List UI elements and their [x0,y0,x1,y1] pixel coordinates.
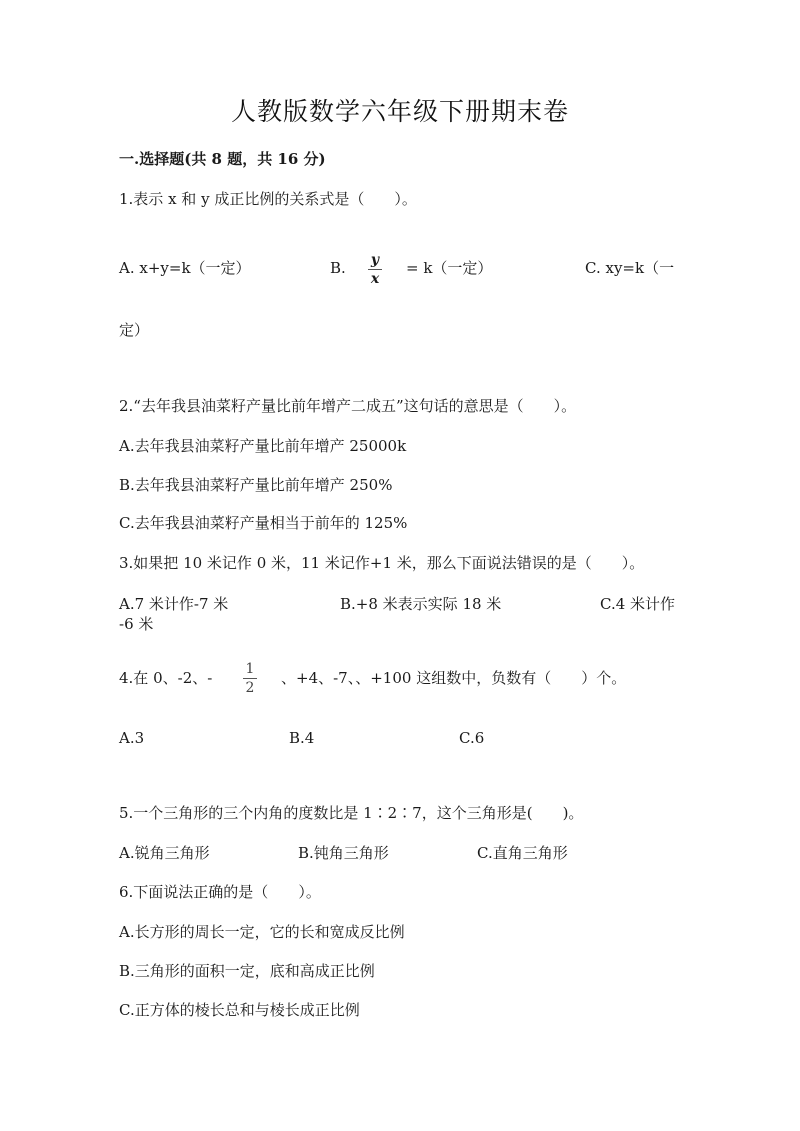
question-2-option-b: B.去年我县油菜籽产量比前年增产 250% [119,476,393,494]
question-4-stem-suffix: 、+4、-7、、+100 这组数中，负数有（ ）个。 [281,669,627,687]
question-2-stem: 2.“去年我县油菜籽产量比前年增产二成五”这句话的意思是（ ）。 [119,397,577,415]
page-title: 人教版数学六年级下册期末卷 [230,97,569,126]
question-1-option-c-continued: 定） [119,321,150,339]
fraction-bar [368,269,382,270]
question-6-stem: 6.下面说法正确的是（ ）。 [119,883,321,901]
question-2-option-a: A.去年我县油菜籽产量比前年增产 25000k [119,437,407,455]
question-3-option-c: C.4 米计作 [600,595,676,613]
question-4-stem-prefix: 4.在 0、-2、- [119,669,213,687]
question-4-option-b: B.4 [289,729,315,747]
question-3-stem: 3.如果把 10 米记作 0 米，11 米记作+1 米，那么下面说法错误的是（ ）。 [119,554,645,572]
fraction-denominator: 2 [245,680,255,696]
question-2-option-c: C.去年我县油菜籽产量相当于前年的 125% [119,514,408,532]
question-3-option-c-continued: -6 米 [119,615,154,633]
fraction-bar [243,678,257,679]
question-1-stem: 1.表示 x 和 y 成正比例的关系式是（ ）。 [119,190,417,208]
question-1-option-c: C. xy=k（一 [585,259,675,277]
question-5-stem: 5.一个三角形的三个内角的度数比是 1∶2∶7，这个三角形是( )。 [119,804,584,822]
question-3-option-a: A.7 米计作-7 米 [119,595,229,613]
question-5-option-c: C.直角三角形 [477,844,568,862]
question-1-option-b-fraction [368,252,382,287]
question-6-option-b: B.三角形的面积一定，底和高成正比例 [119,962,375,980]
question-1-option-b-label: B. [330,259,346,277]
question-3-option-b: B.+8 米表示实际 18 米 [340,595,502,613]
fraction-denominator: x [370,271,380,287]
question-1-option-b-text: = k（一定） [406,259,493,277]
question-4-option-a: A.3 [119,729,145,747]
question-6-option-c: C.正方体的棱长总和与棱长成正比例 [119,1001,360,1019]
question-5-option-a: A.锐角三角形 [119,844,210,862]
question-1-option-a: A. x+y=k（一定） [119,259,251,277]
fraction-numerator: 1 [245,661,255,677]
question-6-option-a: A.长方形的周长一定，它的长和宽成反比例 [119,923,405,941]
section-heading: 一.选择题(共 8 题，共 16 分) [119,150,326,168]
question-4-option-c: C.6 [459,729,485,747]
question-4-fraction [243,661,257,696]
question-5-option-b: B.钝角三角形 [298,844,389,862]
fraction-numerator: y [370,252,380,268]
